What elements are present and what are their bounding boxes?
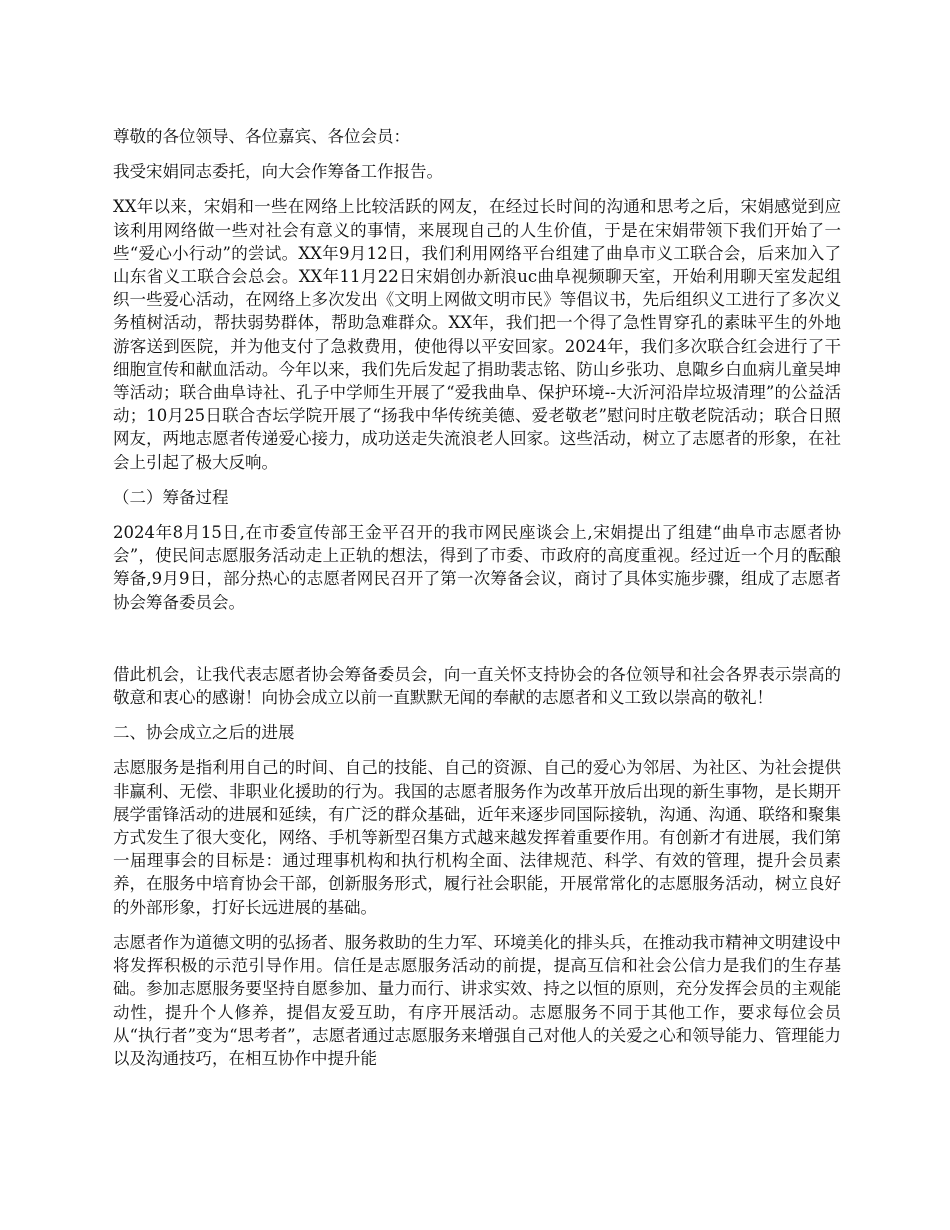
spacer — [113, 626, 841, 663]
volunteer-role-paragraph: 志愿者作为道德文明的弘扬者、服务救助的生力军、环境美化的排头兵，在推动我市精神文明建设中将发挥积极的示范引导作用。信任是志愿服务活动的前提，提高互信和社会公信力是我们的生存基础。参加志愿服务要坚持自愿参加、量力而行、讲求实效、持之以恒的原则，充分发挥会员的主观能动性，提升个人修养，提倡友爱互助，有序开展活动。志愿服务不同于其他工作，要求每位会员从“执行者”变为“思考者”，志愿者通过志愿服务来增强自己对他人的关爱之心和领导能力、管理能力以及沟通技巧，在相互协作中提升能 — [113, 932, 841, 1068]
background-paragraph: XX年以来，宋娟和一些在网络上比较活跃的网友，在经过长时间的沟通和思考之后，宋娟感觉到应该利用网络做一些对社会有意义的事情，来展现自己的人生价值，于是在宋娟带领下我们开始了一些“爱心小行动”的尝试。XX年9月12日，我们利用网络平台组建了曲阜市义工联合会，后来加入了山东省义工联合会总会。XX年11月22日宋娟创办新浪uc曲阜视频聊天室，开始利用聊天室发起组织一些爱心活动，在网络上多次发出《文明上网做文明市民》等倡议书，先后组织义工进行了多次义务植树活动，帮扶弱势群体，帮助急难群众。XX年，我们把一个得了急性胃穿孔的素昧平生的外地游客送到医院，并为他支付了急救费用，使他得以平安回家。2024年，我们多次联合红会进行了干细胞宣传和献血活动。今年以来，我们先后发起了捐助裴志铭、防山乡张功、息陬乡白血病儿童吴坤等活动；联合曲阜诗社、孔子中学师生开展了“爱我曲阜、保护环境--大沂河沿岸垃圾清理”的公益活动；10月25日联合杏坛学院开展了“扬我中华传统美德、爱老敬老”慰问时庄敬老院活动；联合日照网友，两地志愿者传递爱心接力，成功送走失流浪老人回家。这些活动，树立了志愿者的形象，在社会上引起了极大反响。 — [113, 197, 841, 472]
section-heading-preparation: （二）筹备过程 — [113, 487, 229, 507]
volunteer-service-paragraph: 志愿服务是指利用自己的时间、自己的技能、自己的资源、自己的爱心为邻居、为社区、为社会提供非赢利、无偿、非职业化援助的行为。我国的志愿者服务作为改革开放后出现的新生事物，是长期开展学雷锋活动的进展和延续，有广泛的群众基础，近年来逐步同国际接轨，沟通、沟通、联络和聚集方式发生了很大变化，网络、手机等新型召集方式越来越发挥着重要作用。有创新才有进展，我们第一届理事会的目标是：通过理事机构和执行机构全面、法律规范、科学、有效的管理，提升会员素养，在服务中培育协会干部，创新服务形式，履行社会职能，开展常常化的志愿服务活动，树立良好的外部形象，打好长远进展的基础。 — [113, 758, 841, 917]
salutation: 尊敬的各位领导、各位嘉宾、各位会员： — [113, 127, 410, 146]
preparation-paragraph: 2024年8月15日,在市委宣传部王金平召开的我市网民座谈会上,宋娟提出了组建“曲阜市志愿者协会”，使民间志愿服务活动走上正轨的想法，得到了市委、市政府的高度重视。经过近一个月的酝酿筹备,9月9日，部分热心的志愿者网民召开了第一次筹备会议，商讨了具体实施步骤，组成了志愿者协会筹备委员会。 — [113, 523, 841, 612]
section-heading-progress: 二、协会成立之后的进展 — [113, 723, 295, 743]
thanks-paragraph: 借此机会，让我代表志愿者协会筹备委员会，向一直关怀支持协会的各位领导和社会各界表示崇高的敬意和衷心的感谢！向协会成立以前一直默默无闻的奉献的志愿者和义工致以崇高的敬礼！ — [113, 664, 841, 708]
document-body — [113, 125, 841, 1082]
intro-paragraph: 我受宋娟同志委托，向大会作筹备工作报告。 — [113, 162, 443, 182]
